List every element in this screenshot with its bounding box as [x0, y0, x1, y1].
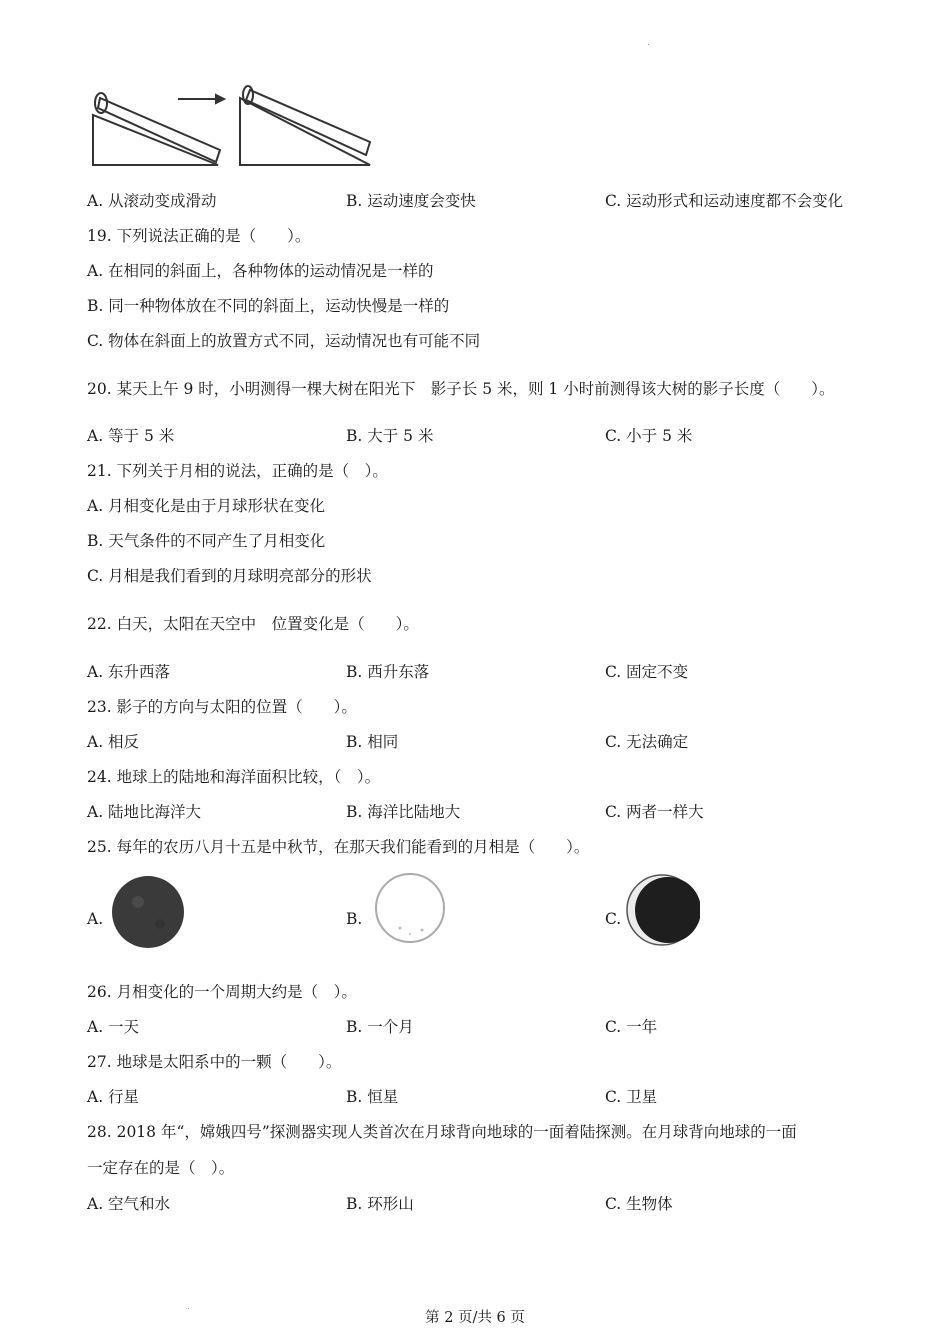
- q27-option-c[interactable]: C. 卫星: [605, 1088, 658, 1106]
- q25-question: 25. 每年的农历八月十五是中秋节，在那天我们能看到的月相是（ ）。: [87, 838, 590, 856]
- q24-option-b[interactable]: B. 海洋比陆地大: [346, 803, 461, 821]
- q28-option-a[interactable]: A. 空气和水: [87, 1195, 171, 1213]
- q26-option-a[interactable]: A. 一天: [87, 1018, 140, 1036]
- q20-question: 20. 某天上午 9 时，小明测得一棵大树在阳光下 影子长 5 米，则 1 小时前测得该大树的影子长度（ ）。: [87, 380, 835, 398]
- q25-option-a[interactable]: A.: [87, 910, 104, 928]
- new-moon-image: [108, 874, 188, 950]
- q23-option-b[interactable]: B. 相同: [346, 733, 399, 751]
- slope-experiment-figure: [88, 80, 378, 170]
- q20-option-b[interactable]: B. 大于 5 米: [346, 427, 434, 445]
- q27-option-a[interactable]: A. 行星: [87, 1088, 140, 1106]
- q21-question: 21. 下列关于月相的说法，正确的是（ ）。: [87, 462, 388, 480]
- q22-option-c[interactable]: C. 固定不变: [605, 663, 689, 681]
- q26-option-b[interactable]: B. 一个月: [346, 1018, 414, 1036]
- q18-option-b[interactable]: B. 运动速度会变快: [346, 192, 476, 210]
- q28-question-line-2: 一定存在的是（ ）。: [87, 1159, 235, 1177]
- q28-question-line-1: 28. 2018 年“，嫦娥四号”探测器实现人类首次在月球背向地球的一面着陆探测。在月球背向地球的一面: [87, 1123, 797, 1141]
- q23-option-a[interactable]: A. 相反: [87, 733, 140, 751]
- q20-option-c[interactable]: C. 小于 5 米: [605, 427, 693, 445]
- crescent-moon-image: [624, 872, 700, 948]
- q20-option-a[interactable]: A. 等于 5 米: [87, 427, 175, 445]
- q27-question: 27. 地球是太阳系中的一颗（ ）。: [87, 1053, 342, 1071]
- page-footer: 第 2 页/共 6 页: [425, 1310, 525, 1326]
- q21-option-b[interactable]: B. 天气条件的不同产生了月相变化: [87, 532, 326, 550]
- q19-option-b[interactable]: B. 同一种物体放在不同的斜面上，运动快慢是一样的: [87, 297, 450, 315]
- q22-option-a[interactable]: A. 东升西落: [87, 663, 171, 681]
- q21-option-c[interactable]: C. 月相是我们看到的月球明亮部分的形状: [87, 567, 372, 585]
- q24-option-a[interactable]: A. 陆地比海洋大: [87, 803, 202, 821]
- q26-option-c[interactable]: C. 一年: [605, 1018, 658, 1036]
- q27-option-b[interactable]: B. 恒星: [346, 1088, 399, 1106]
- q24-option-c[interactable]: C. 两者一样大: [605, 803, 704, 821]
- full-moon-image: [372, 872, 448, 944]
- q21-option-a[interactable]: A. 月相变化是由于月球形状在变化: [87, 497, 326, 515]
- q18-option-c[interactable]: C. 运动形式和运动速度都不会变化: [605, 192, 844, 210]
- q25-option-c[interactable]: C.: [605, 910, 622, 928]
- q28-option-c[interactable]: C. 生物体: [605, 1195, 673, 1213]
- q23-question: 23. 影子的方向与太阳的位置（ ）。: [87, 698, 357, 716]
- q22-question: 22. 白天，太阳在天空中 位置变化是（ ）。: [87, 615, 419, 633]
- q25-option-b[interactable]: B.: [346, 910, 363, 928]
- q22-option-b[interactable]: B. 西升东落: [346, 663, 430, 681]
- q19-option-a[interactable]: A. 在相同的斜面上，各种物体的运动情况是一样的: [87, 262, 434, 280]
- q24-question: 24. 地球上的陆地和海洋面积比较，（ ）。: [87, 768, 381, 786]
- scan-speck: [648, 44, 649, 45]
- q19-question: 19. 下列说法正确的是（ ）。: [87, 227, 311, 245]
- q26-question: 26. 月相变化的一个周期大约是（ ）。: [87, 983, 357, 1001]
- q28-option-b[interactable]: B. 环形山: [346, 1195, 414, 1213]
- q18-option-a[interactable]: A. 从滚动变成滑动: [87, 192, 217, 210]
- q19-option-c[interactable]: C. 物体在斜面上的放置方式不同，运动情况也有可能不同: [87, 332, 481, 350]
- q23-option-c[interactable]: C. 无法确定: [605, 733, 689, 751]
